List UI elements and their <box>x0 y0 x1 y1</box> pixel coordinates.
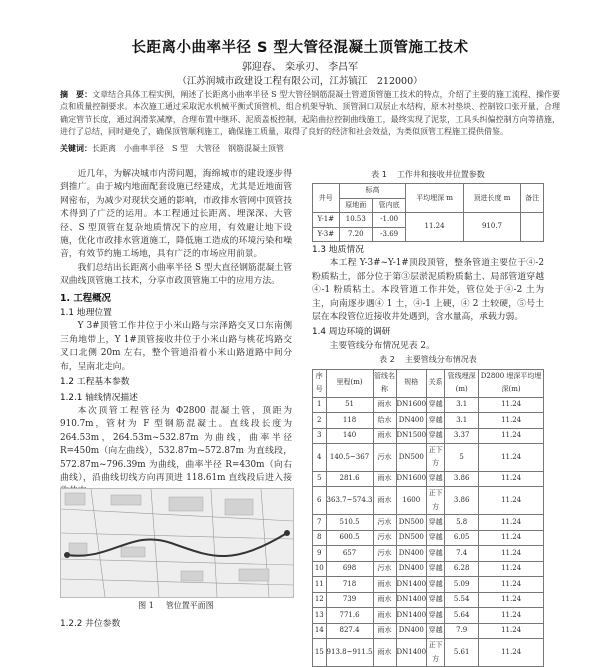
t2-cell-no: 1 <box>313 397 327 413</box>
t2-cell-km: 51 <box>326 397 373 413</box>
t2-cell-name: 雨水 <box>373 608 396 624</box>
t2-cell-d1: 5 <box>445 444 479 472</box>
table-row <box>313 413 544 429</box>
table-row <box>313 577 544 593</box>
t2-cell-d1: 5.8 <box>445 515 479 531</box>
t2-cell-name: 雨水 <box>373 487 396 515</box>
t2-cell-d1: 5.54 <box>445 592 479 608</box>
figure-1-number: 图 1 <box>138 601 154 610</box>
t2-cell-d1: 6.05 <box>445 530 479 546</box>
t2-cell-name: 污水 <box>373 444 396 472</box>
t2-cell-rel: 穿越 <box>427 471 445 487</box>
t2-cell-km: 827.4 <box>326 623 373 639</box>
t1-header-bottom: 管内底 <box>372 198 405 212</box>
table-1 <box>312 183 544 242</box>
t2-cell-d2: 11.24 <box>479 487 544 515</box>
t2-cell-name: 雨水 <box>373 577 396 593</box>
t2-cell-no: 12 <box>313 592 327 608</box>
t1-cell <box>521 213 544 242</box>
t2-cell-rel: 正下方 <box>427 639 445 667</box>
t2-cell-d1: 7.9 <box>445 623 479 639</box>
t2-cell-name: 污水 <box>373 561 396 577</box>
t2-cell-rel: 穿越 <box>427 608 445 624</box>
paper-title: 长距离小曲率半径 S 型大管径混凝土顶管施工技术 <box>131 40 469 56</box>
t2-cell-km: 140 <box>326 428 373 444</box>
pipeline-intro: 主要管线分布情况见表 2。 <box>329 340 435 351</box>
t2-cell-name: 雨水 <box>373 592 396 608</box>
t1-cell: -1.00 <box>372 213 405 227</box>
t2-cell-rel: 穿越 <box>427 592 445 608</box>
t2-cell-spec: DN400 <box>396 546 427 562</box>
table-row <box>313 487 544 515</box>
t2-cell-d1: 6.28 <box>445 561 479 577</box>
t2-cell-name: 污水 <box>373 530 396 546</box>
t2-cell-name: 雨水 <box>373 428 396 444</box>
table-row <box>313 623 544 639</box>
section-1-2-2-heading: 1.2.2 井位参数 <box>60 619 121 629</box>
table-2-caption <box>312 353 544 366</box>
t2-cell-no: 13 <box>313 608 327 624</box>
t2-cell-no: 8 <box>313 530 327 546</box>
table-row <box>313 515 544 531</box>
t2-cell-rel: 穿越 <box>427 413 445 429</box>
t2-header: 序号 <box>313 369 327 397</box>
section-1-1-heading: 1.1 地理位置 <box>60 308 112 319</box>
keywords-text: 长距离 小曲率半径 S 型 大管径 钢筋混凝土顶管 <box>92 144 285 153</box>
t1-cell: 10.53 <box>339 213 372 227</box>
t2-cell-d2: 11.24 <box>479 413 544 429</box>
t2-cell-km: 510.5 <box>326 515 373 531</box>
t2-cell-km: 771.6 <box>326 608 373 624</box>
axis-paragraph: 本次顶管工程管径为 Φ2800 混凝土管，顶距为 910.7m，管材为 F 型钢筋混凝土。直线段长度为 264.53m，264.53m~532.87m 为曲线，曲率半径 R=450m（向左曲线），532.87m~572.87m 为直线段，572.87m~796.39m 为曲线，曲率半径 R=430m（向右曲线），沿曲线切线方向再顶进 118.61m 直线段后进入接 <box>60 405 292 483</box>
t2-cell-km: 718 <box>326 577 373 593</box>
t1-header-length: 顶进长度 m <box>463 184 520 213</box>
section-1-2-1-heading: 1.2.1 轴线情况描述 <box>60 392 138 403</box>
section-1-2-heading: 1.2 工程基本参数 <box>60 377 130 388</box>
t2-cell-km: 739 <box>326 592 373 608</box>
t2-cell-no: 9 <box>313 546 327 562</box>
t2-cell-name: 污水 <box>373 515 396 531</box>
t2-cell-name: 污水 <box>373 546 396 562</box>
table-1-number: 表 1 <box>371 170 387 179</box>
t2-header: 里程(m) <box>326 369 373 397</box>
abstract <box>60 88 560 139</box>
t2-cell-d2: 11.24 <box>479 515 544 531</box>
t1-cell: -3.69 <box>372 227 405 241</box>
t2-cell-name: 给水 <box>373 413 396 429</box>
table-row <box>313 471 544 487</box>
table-1-caption <box>312 168 544 181</box>
left-column <box>60 168 292 499</box>
t2-cell-d2: 11.24 <box>479 639 544 667</box>
t2-cell-no: 7 <box>313 515 327 531</box>
geology-paragraph: 本工程 Y-3#~Y-1#顶段顶管，整条管道主要位于④-2 粉质粘土，部分位于第③层淤泥质粉质黏土、局部管道穿越④-1 粉质粘土。本段管道工作井处，管位处于④-2 土为主，向南逐步遇④ 1 土，④-1 上硬，④ 2 土较硬，⑤号土层在本段管位近接收井处遇到，含水量高，承载力弱。 <box>312 258 544 323</box>
t2-cell-d1: 3.86 <box>445 471 479 487</box>
t1-cell: 7.20 <box>339 227 372 241</box>
t2-cell-spec: DN1600 <box>396 471 427 487</box>
t2-cell-d2: 11.24 <box>479 397 544 413</box>
table-row <box>313 546 544 562</box>
table-row <box>313 592 544 608</box>
table-row <box>313 608 544 624</box>
t2-cell-name: 雨水 <box>373 471 396 487</box>
t2-cell-spec: DN1600 <box>396 397 427 413</box>
intro-paragraph-1: 近几年，为解决城市内涝问题，海绵城市的建设逐步得到推广。由于城内地面配套设施已经建成，尤其是近地面管网密布，为减少对现状交通的影响，市政排水管网中顶管技术得到了广泛的运用。本工程通过长距离、埋深深、大管径、S 型顶管在复杂地质情况下的应用，有效避让地下设施，优化市政排水管道施工，降低施工造成的环境污染和噪音，有效节约施工场地，具有广泛的市场应用前景。 <box>60 169 292 260</box>
t2-cell-rel: 穿越 <box>427 561 445 577</box>
t2-cell-spec: DN1500 <box>396 428 427 444</box>
t2-header: 规格 <box>396 369 427 397</box>
t2-cell-km: 363.7~574.3 <box>326 487 373 515</box>
t1-cell: Y-1# <box>313 213 340 227</box>
t2-cell-spec: DN500 <box>396 444 427 472</box>
t2-header: 管线埋深(m) <box>445 369 479 397</box>
t2-cell-no: 2 <box>313 413 327 429</box>
table-row <box>313 428 544 444</box>
figure-1-caption <box>60 600 292 611</box>
t2-cell-rel: 穿越 <box>427 515 445 531</box>
t1-header-depth: 平均埋深 m <box>406 184 463 213</box>
t2-cell-km: 281.6 <box>326 471 373 487</box>
t2-cell-km: 118 <box>326 413 373 429</box>
t2-cell-spec: 1600 <box>396 487 427 515</box>
t2-cell-spec: DN1400 <box>396 639 427 667</box>
t1-header-elev: 标高 <box>339 184 406 198</box>
t2-cell-rel: 正下方 <box>427 444 445 472</box>
table-row <box>313 561 544 577</box>
t2-cell-d2: 11.24 <box>479 546 544 562</box>
location-paragraph: Y 3#顶管工作井位于小米山路与宗泽路交叉口东南侧三角地带上，Y 1#顶管接收井位于小米山路与桃花坞路交叉口北侧 20m 左右，整个管道沿着小米山路道路中间分布，呈南北走向。 <box>60 321 292 372</box>
t2-cell-rel: 穿越 <box>427 530 445 546</box>
t2-cell-d2: 11.24 <box>479 608 544 624</box>
t2-cell-km: 657 <box>326 546 373 562</box>
t2-cell-d1: 5.09 <box>445 577 479 593</box>
table-row <box>313 444 544 472</box>
t2-cell-spec: DN1400 <box>396 608 427 624</box>
table-2 <box>312 369 544 667</box>
t1-cell: 910.7 <box>463 213 520 242</box>
section-1-4-heading: 1.4 周边环境的调研 <box>312 327 391 338</box>
t2-cell-no: 3 <box>313 428 327 444</box>
t2-cell-km: 600.5 <box>326 530 373 546</box>
t2-cell-rel: 穿越 <box>427 577 445 593</box>
t2-cell-d2: 11.24 <box>479 428 544 444</box>
t1-header-note: 备注 <box>521 184 544 213</box>
table-row <box>313 530 544 546</box>
t1-cell: Y-3# <box>313 227 340 241</box>
t2-header: 关系 <box>427 369 445 397</box>
t2-cell-km: 140.5~367 <box>326 444 373 472</box>
section-1-3-heading: 1.3 地质情况 <box>312 245 364 256</box>
t2-cell-km: 913.8~911.5 <box>326 639 373 667</box>
t2-cell-no: 14 <box>313 623 327 639</box>
t2-cell-name: 雨水 <box>373 623 396 639</box>
t1-header-ground: 原地面 <box>339 198 372 212</box>
t2-cell-d2: 11.24 <box>479 623 544 639</box>
t2-cell-spec: DN1400 <box>396 592 427 608</box>
t2-cell-d2: 11.24 <box>479 444 544 472</box>
t2-cell-d1: 3.1 <box>445 397 479 413</box>
t2-cell-rel: 穿越 <box>427 623 445 639</box>
intro-paragraph-2: 我们总结出长距离小曲率半径 S 型大直径钢筋混凝土管双曲线顶管施工技术，分享市政顶管施工中的应用方法。 <box>60 262 292 287</box>
t2-cell-name: 雨水 <box>373 639 396 667</box>
t2-header: 管线名称 <box>373 369 396 397</box>
t2-cell-name: 雨水 <box>373 397 396 413</box>
t2-cell-d1: 3.37 <box>445 428 479 444</box>
t1-header-well: 井号 <box>313 184 340 213</box>
table-2-body <box>313 397 544 666</box>
t2-cell-spec: DN500 <box>396 530 427 546</box>
t2-cell-rel: 穿越 <box>427 428 445 444</box>
t2-cell-d2: 11.24 <box>479 577 544 593</box>
t1-cell: 11.24 <box>406 213 463 242</box>
t2-cell-no: 15 <box>313 639 327 667</box>
t2-cell-no: 4 <box>313 444 327 472</box>
t2-cell-d1: 3.1 <box>445 413 479 429</box>
t2-cell-no: 6 <box>313 487 327 515</box>
section-1-heading: 1. 工程概况 <box>60 292 111 304</box>
t2-cell-d1: 7.4 <box>445 546 479 562</box>
table-row <box>313 397 544 413</box>
keywords-label: 关键词： <box>60 143 92 153</box>
table-row <box>313 213 544 227</box>
t2-cell-d2: 11.24 <box>479 471 544 487</box>
table-2-number: 表 2 <box>379 355 395 365</box>
t2-cell-d2: 11.24 <box>479 530 544 546</box>
t2-cell-km: 698 <box>326 561 373 577</box>
t2-cell-d2: 11.24 <box>479 592 544 608</box>
t2-cell-d1: 5.64 <box>445 608 479 624</box>
figure-1-site-plan <box>60 488 294 598</box>
t2-cell-no: 10 <box>313 561 327 577</box>
t2-cell-spec: DN1400 <box>396 577 427 593</box>
right-column <box>312 168 544 667</box>
table-2-title: 主要管线分布情况表 <box>404 355 477 365</box>
t2-cell-spec: DN400 <box>396 413 427 429</box>
site-plan-drawing <box>61 489 293 597</box>
t2-cell-spec: DN400 <box>396 561 427 577</box>
t2-cell-rel: 穿越 <box>427 546 445 562</box>
paper-authors: 郭迎春、 栾承刃、 李昌军 <box>241 62 359 73</box>
table-1-title: 工作井和接收井位置参数 <box>396 170 485 179</box>
t2-cell-d2: 11.24 <box>479 561 544 577</box>
t2-cell-d1: 3.86 <box>445 487 479 515</box>
t2-cell-d1: 5.61 <box>445 639 479 667</box>
t2-cell-no: 11 <box>313 577 327 593</box>
t2-cell-spec: DN500 <box>396 515 427 531</box>
abstract-text: 文章结合具体工程实例，阐述了长距离小曲率半径 S 型大管径钢筋混凝土管道顶管施工技术的特点，介绍了主要的施工流程、操作要点和质量控制要求。本次施工通过采取泥水机械平衡式顶管机、组合机架导轨、顶管洞口双层止水结构，原木衬垫块、控制铰口张开量、合理确定管节长度，通过润滑浆减摩，合理布置中继环、泥质盖板控制，起陷曲拉控制曲线施工，最终实现了泥浆，工具头纠偏控制方向等措施，进行了总结，同时避免了，确保顶管顺利施工，确保施工质量，取得了良好的经济和社会效益，为类似顶管工程施工提供借鉴。 <box>60 90 560 137</box>
t2-cell-rel: 正下方 <box>427 487 445 515</box>
figure-1-title: 管位置平面图 <box>165 601 214 610</box>
abstract-label: 摘 要： <box>60 89 93 99</box>
paper-affiliation: （江苏润城市政建设工程有限公司，江苏镇江 212000） <box>177 76 423 87</box>
t2-cell-rel: 穿越 <box>427 397 445 413</box>
t2-cell-no: 5 <box>313 471 327 487</box>
keywords <box>60 143 560 154</box>
t2-header: D2800 埋深平均埋深(m) <box>479 369 544 397</box>
t2-cell-spec: DN400 <box>396 623 427 639</box>
